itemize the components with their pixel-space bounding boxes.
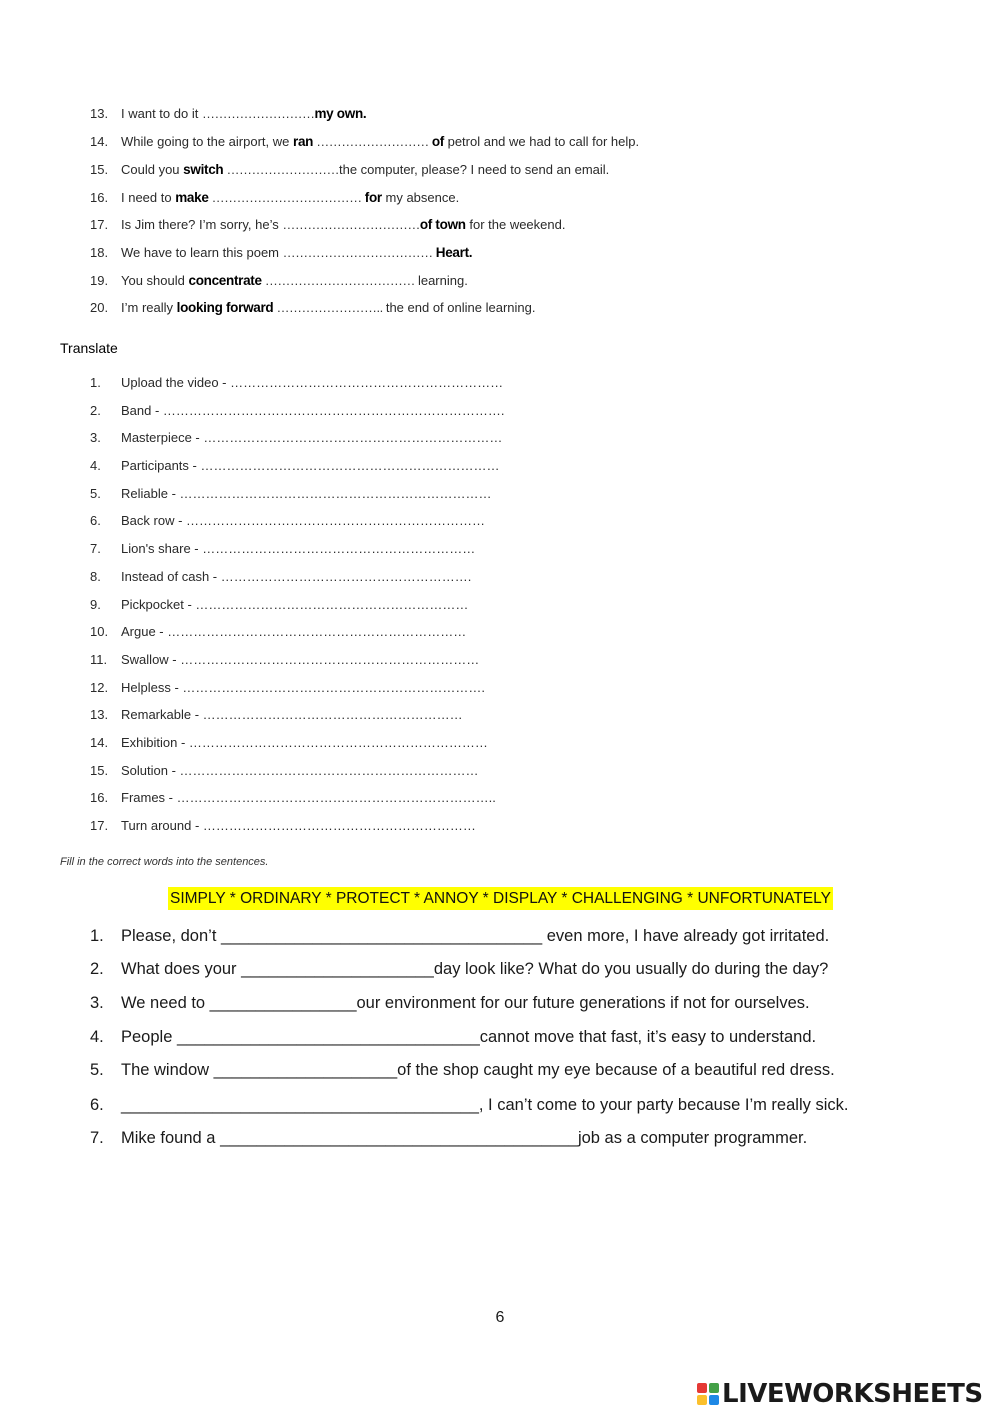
answer-blank[interactable]: _________________________________ bbox=[176, 1028, 480, 1046]
translate-heading: Translate bbox=[60, 340, 118, 356]
answer-blank[interactable]: ____________________ bbox=[213, 1061, 398, 1079]
logo-icon bbox=[697, 1383, 719, 1405]
word-bank: SIMPLY * ORDINARY * PROTECT * ANNOY * DISPLAY * CHALLENGING * UNFORTUNATELY bbox=[168, 887, 833, 910]
answer-blank[interactable]: _______________________________________ bbox=[220, 1129, 578, 1147]
answer-blank[interactable]: ________________ bbox=[209, 994, 357, 1012]
answer-blank[interactable]: ___________________________________ bbox=[220, 927, 543, 945]
logo-text: LIVEWORKSHEETS bbox=[722, 1379, 983, 1409]
fill-instruction: Fill in the correct words into the sentences. bbox=[60, 856, 269, 868]
answer-blank[interactable]: _______________________________________ bbox=[121, 1096, 479, 1114]
page-number: 6 bbox=[495, 1309, 505, 1326]
liveworksheets-logo bbox=[697, 1378, 983, 1410]
answer-blank[interactable]: _____________________ bbox=[241, 960, 434, 978]
